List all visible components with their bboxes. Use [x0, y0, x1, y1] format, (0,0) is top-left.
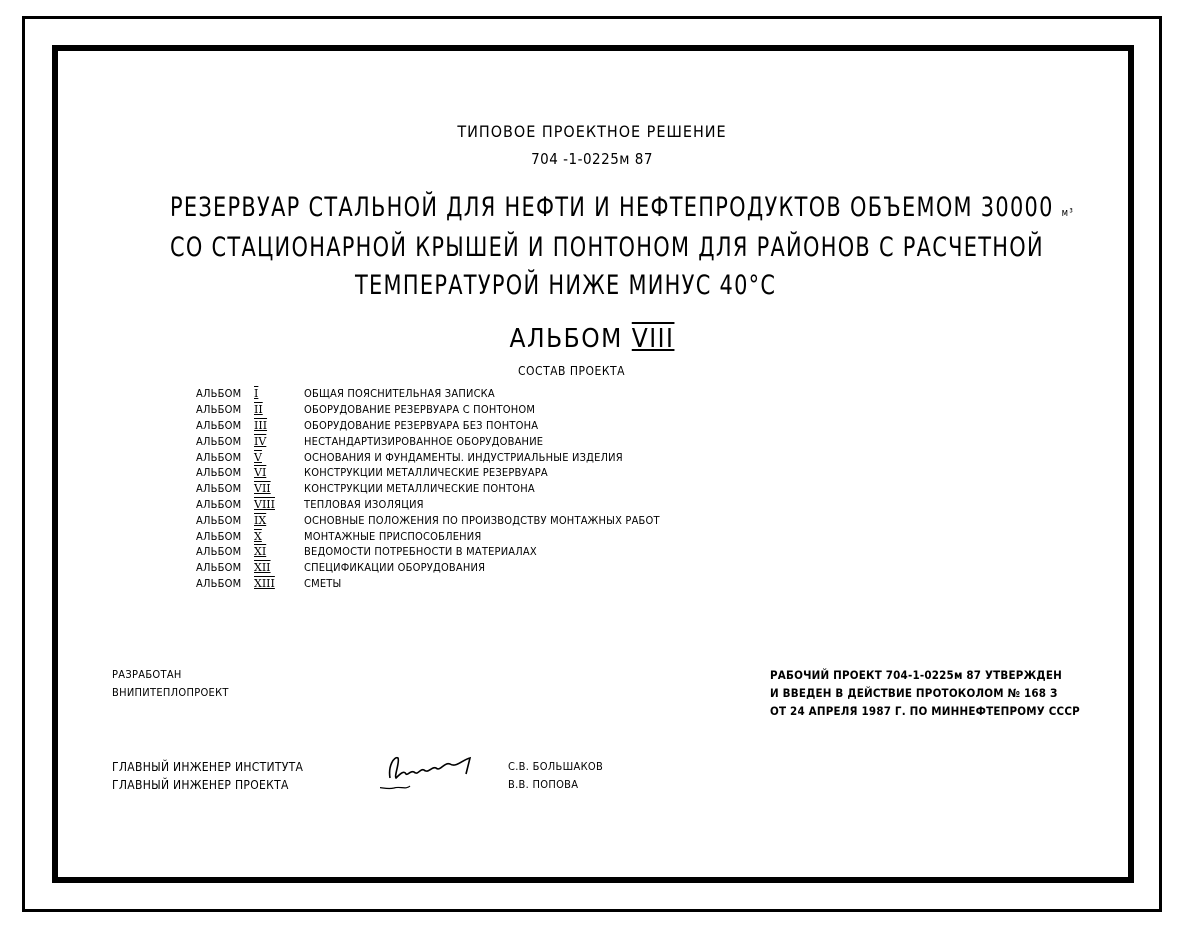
- album-item-description: ВЕДОМОСТИ ПОТРЕБНОСТИ В МАТЕРИАЛАХ: [304, 545, 537, 559]
- album-list-item: [196, 512, 756, 528]
- album-item-number: V: [254, 450, 262, 464]
- album-item-description: КОНСТРУКЦИИ МЕТАЛЛИЧЕСКИЕ РЕЗЕРВУАРА: [304, 466, 548, 480]
- album-item-label: АЛЬБОМ: [196, 545, 242, 559]
- handwritten-signatures: [380, 752, 490, 802]
- album-heading-label: АЛЬБОМ: [509, 324, 623, 354]
- album-item-label: АЛЬБОМ: [196, 403, 242, 417]
- album-item-label: АЛЬБОМ: [196, 450, 242, 464]
- album-list: [196, 386, 756, 591]
- album-item-description: МОНТАЖНЫЕ ПРИСПОСОБЛЕНИЯ: [304, 529, 482, 543]
- album-item-label: АЛЬБОМ: [196, 434, 242, 448]
- album-item-number: I: [254, 387, 259, 401]
- role-chief-engineer-institute: ГЛАВНЫЙ ИНЖЕНЕР ИНСТИТУТА: [112, 760, 304, 774]
- album-heading: [0, 324, 1184, 354]
- album-item-description: СПЕЦИФИКАЦИИ ОБОРУДОВАНИЯ: [304, 561, 486, 575]
- album-item-label: АЛЬБОМ: [196, 482, 242, 496]
- composition-title: СОСТАВ ПРОЕКТА: [518, 364, 625, 378]
- album-item-description: ТЕПЛОВАЯ ИЗОЛЯЦИЯ: [304, 497, 424, 511]
- album-list-item: [196, 528, 756, 544]
- album-item-number: VIII: [254, 497, 275, 511]
- album-item-number: XIII: [254, 576, 275, 590]
- album-list-item: [196, 386, 756, 402]
- album-item-label: АЛЬБОМ: [196, 418, 242, 432]
- approval-note: [770, 666, 1080, 720]
- album-item-description: СМЕТЫ: [304, 576, 342, 590]
- album-item-description: ОБОРУДОВАНИЕ РЕЗЕРВУАРА С ПОНТОНОМ: [304, 403, 536, 417]
- album-item-number: IV: [254, 434, 267, 448]
- title-unit: м³: [1061, 206, 1075, 219]
- approval-line-3: ОТ 24 АПРЕЛЯ 1987 Г. ПО МИННЕФТЕПРОМУ СССР: [770, 704, 1080, 718]
- album-list-item: [196, 497, 756, 513]
- album-item-number: III: [254, 418, 268, 432]
- approval-line-2: И ВВЕДЕН В ДЕЙСТВИЕ ПРОТОКОЛОМ № 168 З: [770, 686, 1058, 700]
- album-list-item: [196, 560, 756, 576]
- album-item-label: АЛЬБОМ: [196, 529, 242, 543]
- name-institute-engineer: С.В. БОЛЬШАКОВ: [508, 760, 604, 773]
- album-item-number: XII: [254, 561, 271, 575]
- album-list-item: [196, 576, 756, 592]
- album-item-description: ОБЩАЯ ПОЯСНИТЕЛЬНАЯ ЗАПИСКА: [304, 387, 495, 401]
- album-item-label: АЛЬБОМ: [196, 576, 242, 590]
- album-item-number: IX: [254, 513, 267, 527]
- album-item-description: ОСНОВАНИЯ И ФУНДАМЕНТЫ. ИНДУСТРИАЛЬНЫЕ ИЗДЕЛИЯ: [304, 450, 623, 464]
- album-list-item: [196, 544, 756, 560]
- title-line-3: ТЕМПЕРАТУРОЙ НИЖЕ МИНУС 40°С: [355, 270, 777, 301]
- album-item-label: АЛЬБОМ: [196, 387, 242, 401]
- title-line-1: [170, 192, 1074, 223]
- album-item-number: VII: [254, 482, 271, 496]
- header-line-1: ТИПОВОЕ ПРОЕКТНОЕ РЕШЕНИЕ: [457, 122, 727, 141]
- name-project-engineer: В.В. ПОПОВА: [508, 778, 579, 791]
- approval-line-1: РАБОЧИЙ ПРОЕКТ 704-1-0225м 87 УТВЕРЖДЕН: [770, 668, 1062, 682]
- album-item-label: АЛЬБОМ: [196, 561, 242, 575]
- album-item-description: НЕСТАНДАРТИЗИРОВАННОЕ ОБОРУДОВАНИЕ: [304, 434, 544, 448]
- title-line-1-text: РЕЗЕРВУАР СТАЛЬНОЙ ДЛЯ НЕФТИ И НЕФТЕПРОДУКТОВ ОБЪЕМОМ 30000: [170, 192, 1054, 223]
- album-item-label: АЛЬБОМ: [196, 513, 242, 527]
- album-item-number: II: [254, 403, 263, 417]
- album-item-description: ОБОРУДОВАНИЕ РЕЗЕРВУАРА БЕЗ ПОНТОНА: [304, 418, 539, 432]
- album-list-item: [196, 418, 756, 434]
- album-heading-number: VIII: [631, 324, 675, 354]
- role-chief-engineer-project: ГЛАВНЫЙ ИНЖЕНЕР ПРОЕКТА: [112, 778, 289, 792]
- album-item-number: VI: [254, 466, 267, 480]
- album-item-number: X: [254, 529, 262, 543]
- album-item-description: ОСНОВНЫЕ ПОЛОЖЕНИЯ ПО ПРОИЗВОДСТВУ МОНТАЖНЫХ РАБОТ: [304, 513, 660, 527]
- album-list-item: [196, 433, 756, 449]
- album-item-label: АЛЬБОМ: [196, 497, 242, 511]
- album-list-item: [196, 481, 756, 497]
- developer-name: ВНИПИТЕПЛОПРОЕКТ: [112, 686, 229, 699]
- title-line-2: СО СТАЦИОНАРНОЙ КРЫШЕЙ И ПОНТОНОМ ДЛЯ РАЙОНОВ С РАСЧЕТНОЙ: [170, 232, 1044, 263]
- developed-label: РАЗРАБОТАН: [112, 668, 182, 681]
- album-item-description: КОНСТРУКЦИИ МЕТАЛЛИЧЕСКИЕ ПОНТОНА: [304, 482, 535, 496]
- album-list-item: [196, 402, 756, 418]
- album-item-number: XI: [254, 545, 267, 559]
- header-line-2: 704 -1-0225м 87: [531, 150, 653, 168]
- album-list-item: [196, 449, 756, 465]
- album-list-item: [196, 465, 756, 481]
- album-item-label: АЛЬБОМ: [196, 466, 242, 480]
